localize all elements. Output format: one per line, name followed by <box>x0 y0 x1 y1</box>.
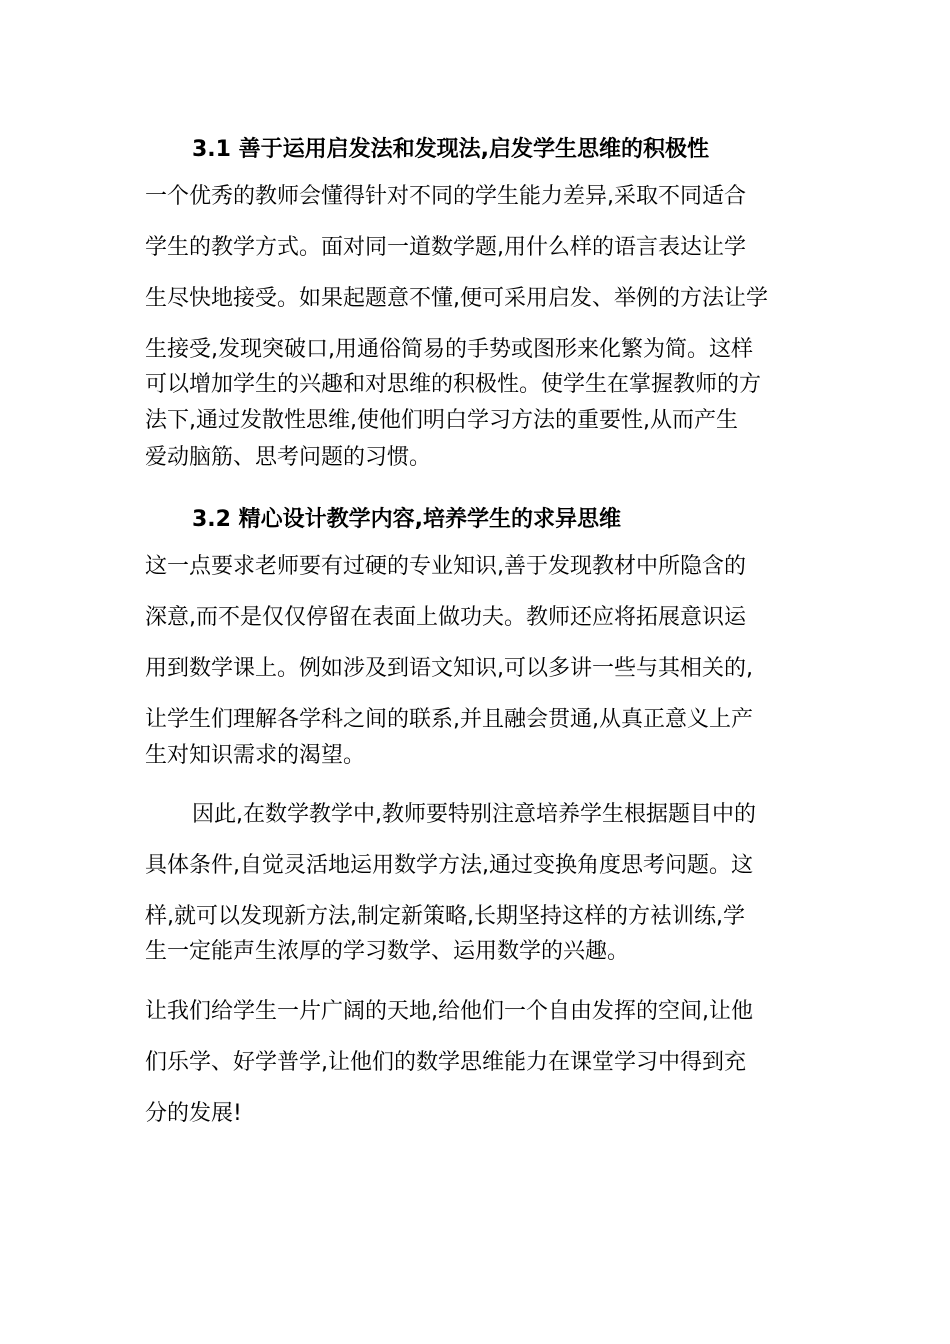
section-3-2-line: 这一点要求老师要有过硬的专业知识,善于发现教材中所隐含的 <box>145 554 746 579</box>
closing-line: 让我们给学生一片广阔的天地,给他们一个自由发挥的空间,让他 <box>145 999 753 1024</box>
conclusion-line: 具体条件,自觉灵活地运用数学方法,通过变换角度思考问题。这 <box>145 853 753 878</box>
section-3-1-line: 生接受,发现突破口,用通俗简易的手势或图形来化繁为简。这样 <box>145 337 753 362</box>
section-3-2-line: 让学生们理解各学科之间的联系,并且融会贯通,从真正意义上产 <box>145 707 753 732</box>
section-3-1-line: 可以增加学生的兴趣和对思维的积极性。使学生在掌握教师的方 <box>145 372 762 397</box>
section-3-1-heading: 3.1 善于运用启发法和发现法,启发学生思维的积极性 <box>192 137 709 162</box>
section-3-2-line: 生对知识需求的渴望。 <box>145 743 366 768</box>
section-3-1-line: 生尽快地接受。如果起题意不懂,便可采用启发、举例的方法让学 <box>145 286 768 311</box>
section-3-2-heading: 3.2 精心设计教学内容,培养学生的求异思维 <box>192 507 621 532</box>
conclusion-line: 因此,在数学教学中,教师要特别注意培养学生根据题目中的 <box>192 802 756 827</box>
section-3-2-line: 深意,而不是仅仅停留在表面上做功夫。教师还应将拓展意识运 <box>145 605 746 630</box>
section-3-1-line: 法下,通过发散性思维,使他们明白学习方法的重要性,从而产生 <box>145 408 738 433</box>
section-3-1-line: 一个优秀的教师会懂得针对不同的学生能力差异,采取不同适合 <box>145 184 746 209</box>
conclusion-line: 样,就可以发现新方法,制定新策略,长期坚持这样的方袪训练,学 <box>145 904 745 929</box>
closing-line: 分的发展! <box>145 1101 242 1126</box>
section-3-1-line: 学生的教学方式。面对同一道数学题,用什么样的语言表达让学 <box>145 235 746 260</box>
section-3-1-line: 爱动脑筋、思考问题的习惯。 <box>145 445 432 470</box>
conclusion-line: 生一定能声生浓厚的学习数学、运用数学的兴趣。 <box>145 939 630 964</box>
closing-line: 们乐学、好学普学,让他们的数学思维能力在课堂学习中得到充 <box>145 1050 746 1075</box>
section-3-2-line: 用到数学课上。例如涉及到语文知识,可以多讲一些与其相关的, <box>145 656 753 681</box>
